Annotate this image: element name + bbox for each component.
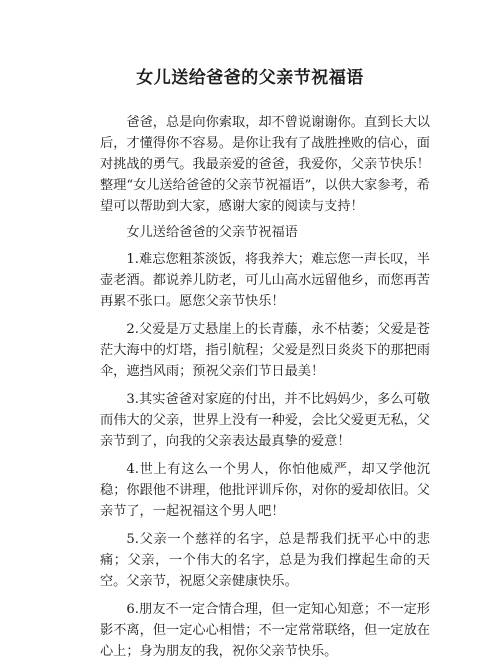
list-item: 4.世上有这么一个男人，你怕他威严，却又学他沉稳；你跟他不讲理，他批评训斥你，对你的爱却依旧。父亲节了，一起祝福这个男人吧！ — [100, 462, 430, 519]
intro-paragraph: 爸爸，总是向你索取，却不曾说谢谢你。直到长大以后，才懂得你不容易。是你让我有了战胜挫败的信心，面对挑战的勇气。我最亲爱的爸爸，我爱你，父亲节快乐！整理“女儿送给爸爸的父亲节祝福语”，以供大家参考，希望可以帮助到大家，感谢大家的阅读与支持！ — [100, 115, 430, 214]
list-item: 2.父爱是万丈悬崖上的长青藤，永不枯萎；父爱是苍茫大海中的灯塔，指引航程；父爱是烈日炎炎下的那把雨伞，遮挡风雨；预祝父亲们节日最美！ — [100, 322, 430, 379]
document-body — [100, 112, 430, 669]
document-title: 女儿送给爸爸的父亲节祝福语 — [136, 68, 364, 88]
list-item: 6.朋友不一定合情合理，但一定知心知意；不一定形影不离，但一定心心相惜；不一定常常联络，但一定放在心上；身为朋友的我，祝你父亲节快乐。 — [100, 602, 430, 659]
list-item: 5.父亲一个慈祥的名字，总是帮我们抚平心中的悲痛；父亲，一个伟大的名字，总是为我们撑起生命的天空。父亲节，祝愿父亲健康快乐。 — [100, 532, 430, 589]
section-subtitle: 女儿送给爸爸的父亲节祝福语 — [126, 225, 298, 240]
list-item: 1.难忘您粗茶淡饭，将我养大；难忘您一声长叹，半壶老酒。都说养儿防老，可儿山高水远留他乡，而您再苦再累不张口。愿您父亲节快乐！ — [100, 252, 430, 309]
list-item: 3.其实爸爸对家庭的付出，并不比妈妈少，多么可敬而伟大的父亲，世界上没有一种爱，会比父爱更无私，父亲节到了，向我的父亲表达最真挚的爱意！ — [100, 392, 430, 449]
